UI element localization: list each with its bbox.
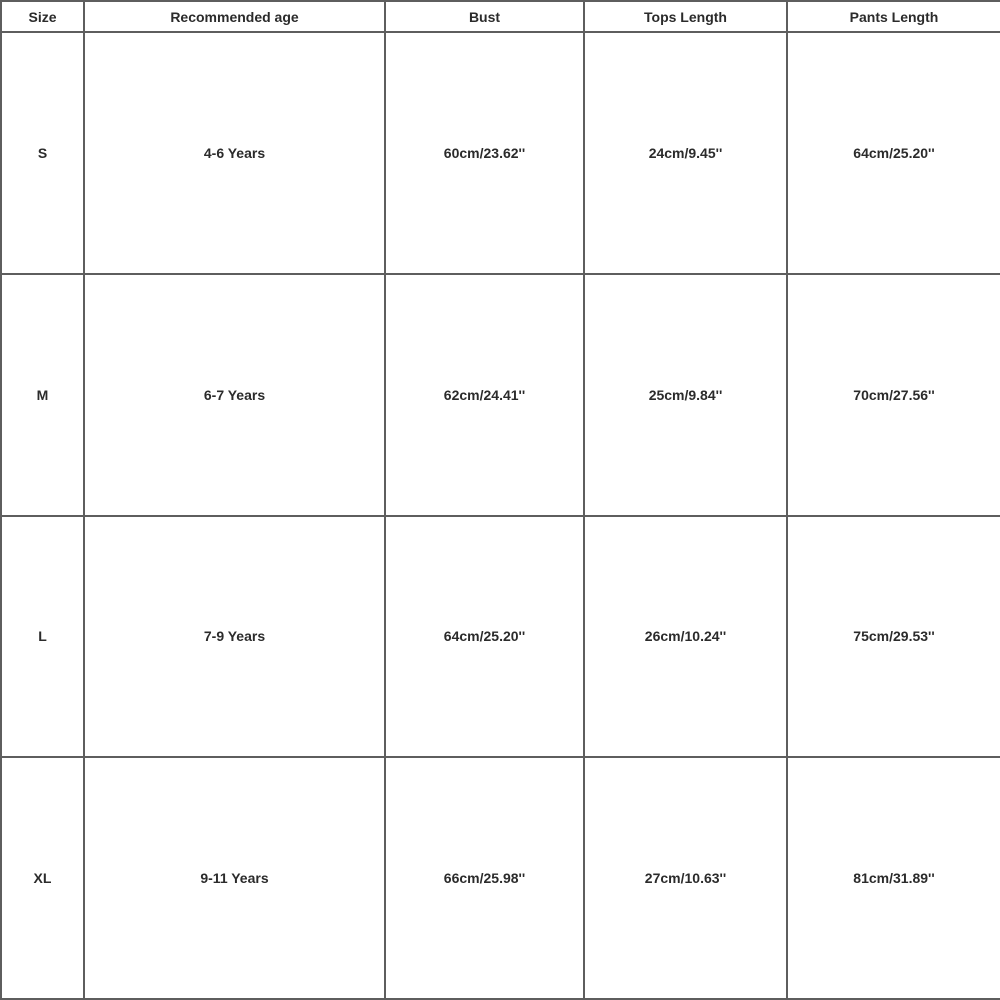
cell-pants-length: 81cm/31.89'' [787, 757, 1000, 999]
cell-bust: 62cm/24.41'' [385, 274, 584, 516]
table-header [1, 1, 1000, 32]
cell-tops-length: 27cm/10.63'' [584, 757, 787, 999]
table-row [1, 516, 1000, 758]
header-pants-length: Pants Length [787, 1, 1000, 32]
header-recommended-age: Recommended age [84, 1, 385, 32]
cell-pants-length: 64cm/25.20'' [787, 32, 1000, 274]
cell-pants-length: 70cm/27.56'' [787, 274, 1000, 516]
table-row [1, 32, 1000, 274]
cell-tops-length: 25cm/9.84'' [584, 274, 787, 516]
cell-recommended-age: 7-9 Years [84, 516, 385, 758]
cell-recommended-age: 6-7 Years [84, 274, 385, 516]
cell-pants-length: 75cm/29.53'' [787, 516, 1000, 758]
header-row [1, 1, 1000, 32]
table-row [1, 274, 1000, 516]
cell-size: S [1, 32, 84, 274]
cell-bust: 66cm/25.98'' [385, 757, 584, 999]
cell-bust: 60cm/23.62'' [385, 32, 584, 274]
cell-size: M [1, 274, 84, 516]
table-row [1, 757, 1000, 999]
cell-bust: 64cm/25.20'' [385, 516, 584, 758]
cell-tops-length: 24cm/9.45'' [584, 32, 787, 274]
cell-size: XL [1, 757, 84, 999]
cell-size: L [1, 516, 84, 758]
cell-recommended-age: 4-6 Years [84, 32, 385, 274]
header-tops-length: Tops Length [584, 1, 787, 32]
table-body [1, 32, 1000, 999]
header-size: Size [1, 1, 84, 32]
cell-recommended-age: 9-11 Years [84, 757, 385, 999]
cell-tops-length: 26cm/10.24'' [584, 516, 787, 758]
header-bust: Bust [385, 1, 584, 32]
